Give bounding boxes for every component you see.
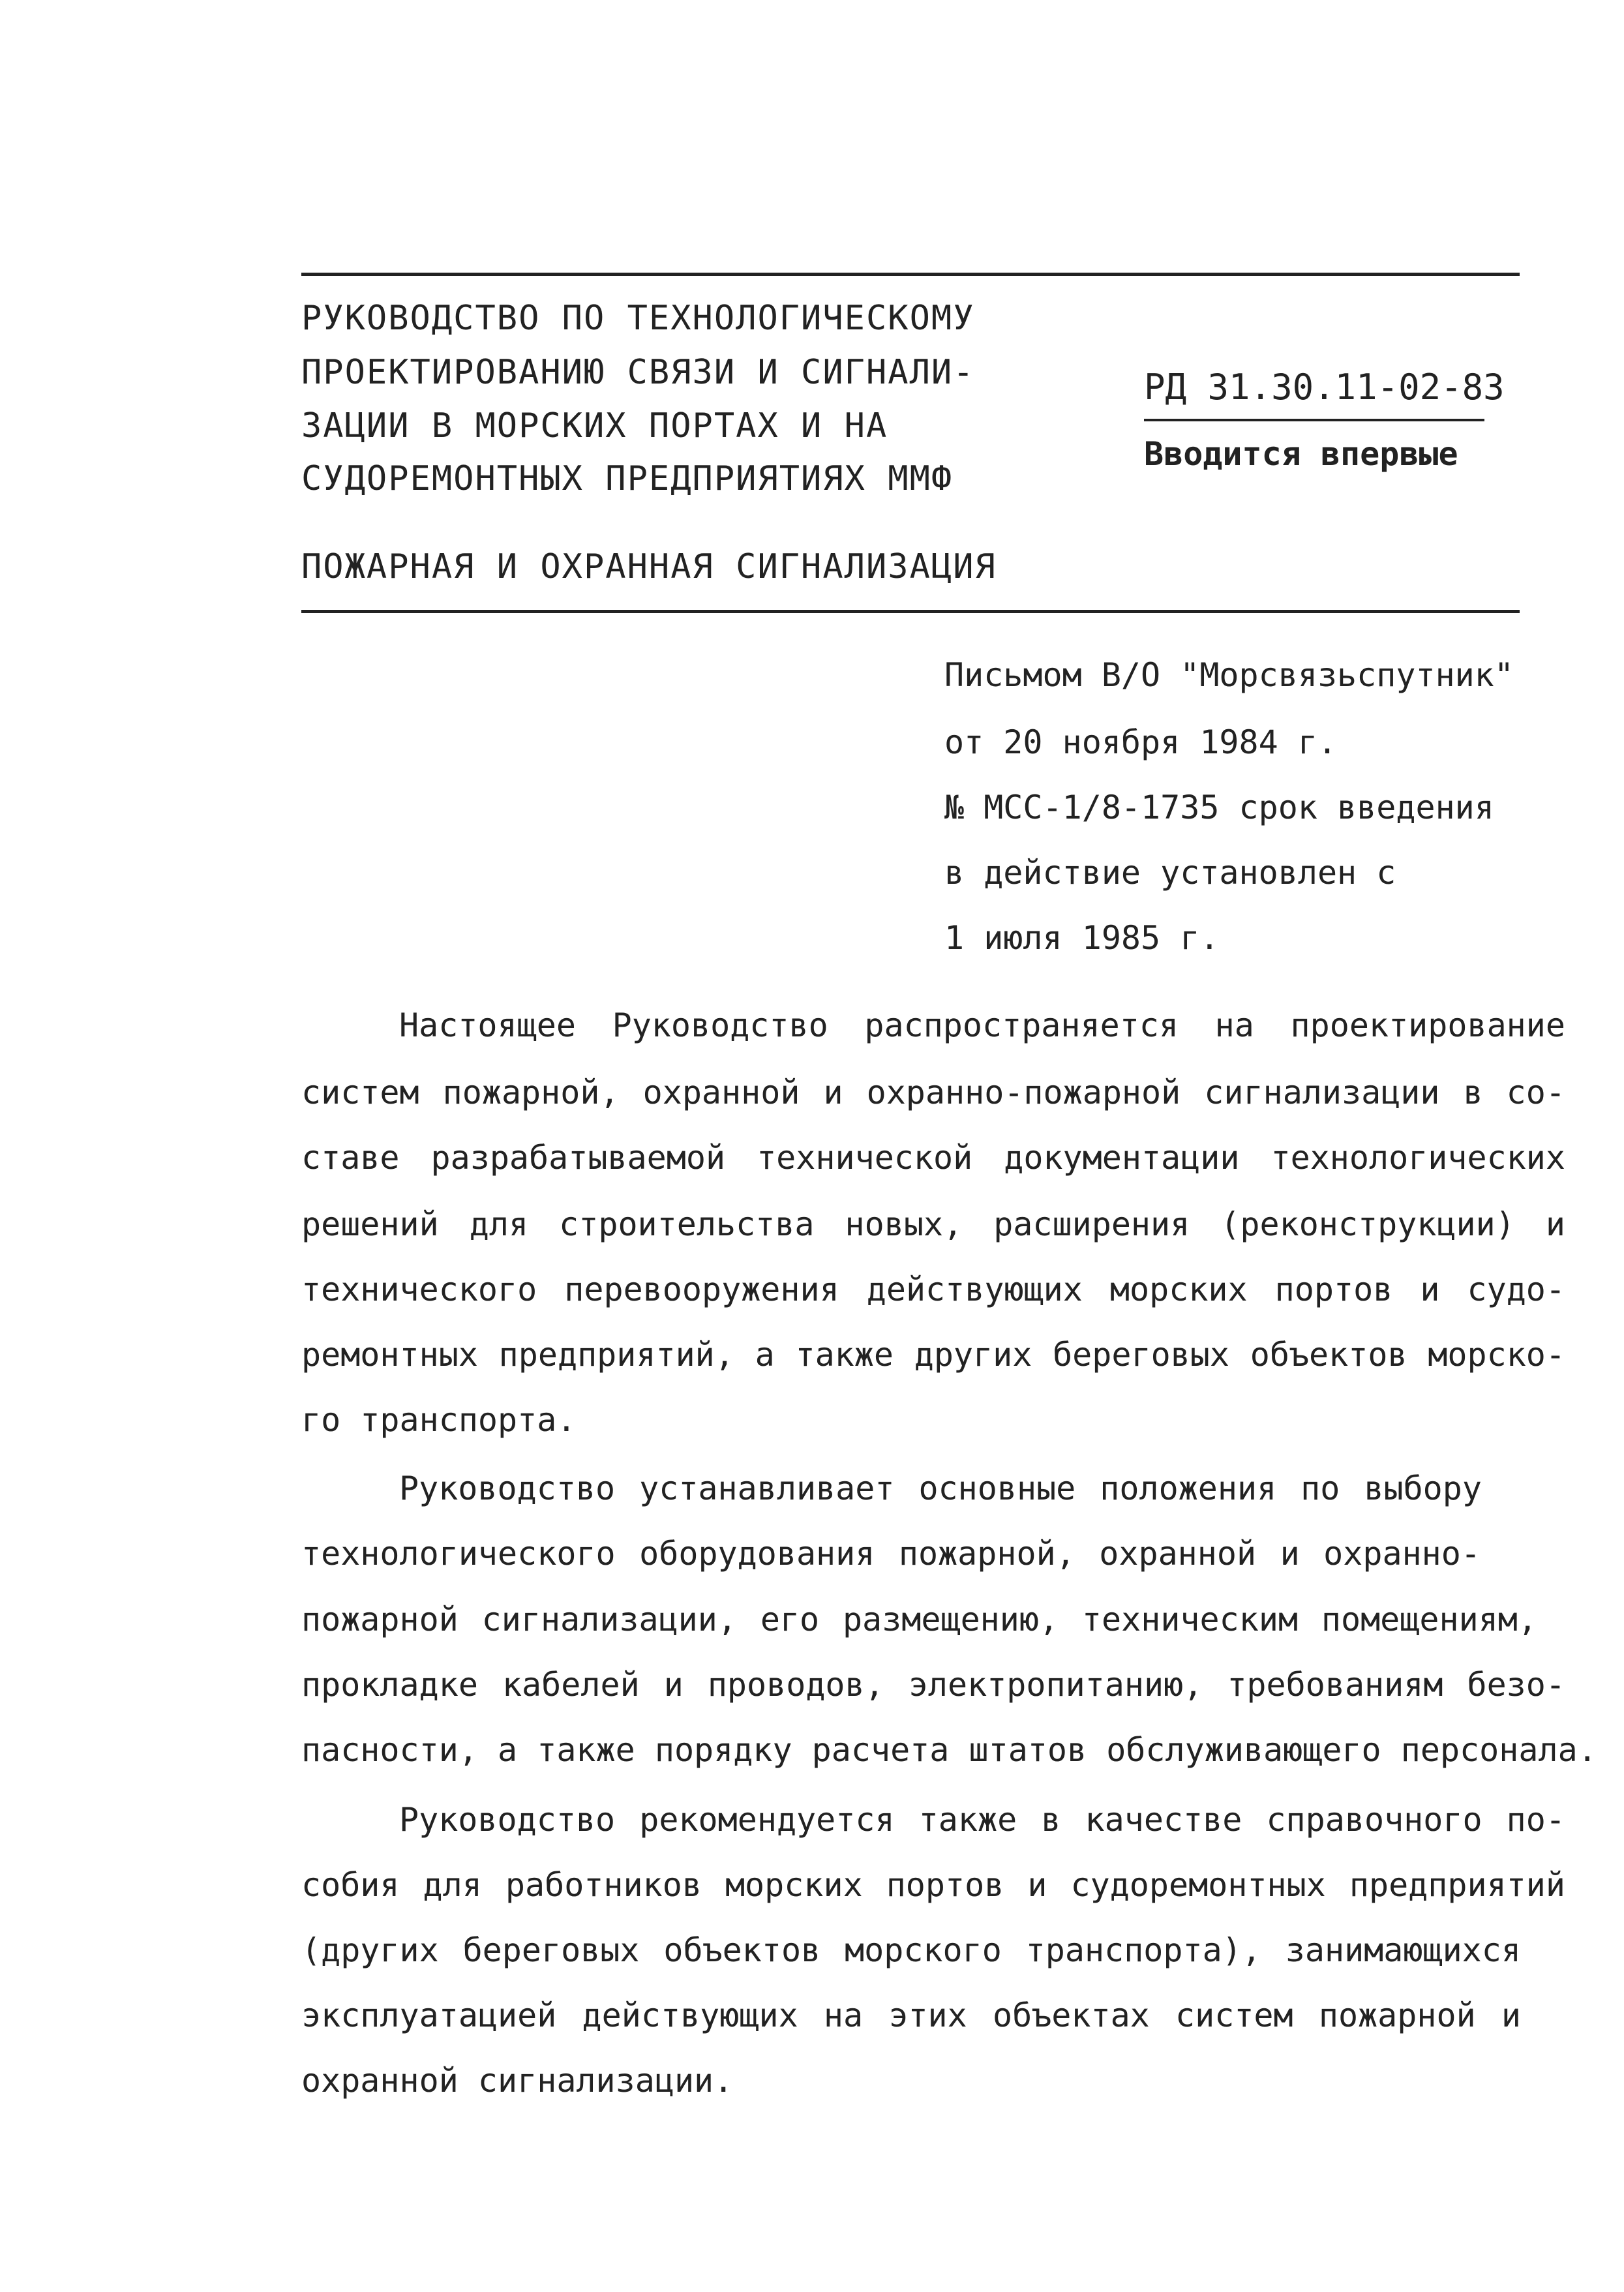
paragraph-3-line-3: (других береговых объектов морского транспорта), занимающихся: [301, 1931, 1521, 1969]
paragraph-3-line-1: Руководство рекомендуется также в качестве справочного по-: [399, 1801, 1565, 1839]
paragraph-1-line-2: систем пожарной, охранной и охранно-пожарной сигнализации в со-: [301, 1074, 1565, 1111]
document-title-line-1: РУКОВОДСТВО ПО ТЕХНОЛОГИЧЕСКОМУ: [301, 299, 975, 338]
approval-line-5: 1 июля 1985 г.: [944, 919, 1220, 957]
paragraph-2-line-2: технологического оборудования пожарной, охранной и охранно-: [301, 1535, 1481, 1573]
document-code: РД 31.30.11-02-83: [1144, 367, 1505, 408]
paragraph-3-line-2: собия для работников морских портов и судоремонтных предприятий: [301, 1866, 1565, 1904]
top-rule: [301, 273, 1520, 276]
subtitle-rule: [301, 610, 1520, 613]
document-title-line-2: ПРОЕКТИРОВАНИЮ СВЯЗИ И СИГНАЛИ-: [301, 353, 975, 392]
paragraph-2-line-3: пожарной сигнализации, его размещению, техническим помещениям,: [301, 1601, 1537, 1638]
approval-line-1: Письмом В/О "Морсвязьспутник": [944, 656, 1514, 694]
approval-line-3: № МСС-1/8-1735 срок введения: [944, 789, 1494, 826]
paragraph-2-line-5: пасности, а также порядку расчета штатов обслуживающего персонала.: [301, 1731, 1597, 1769]
paragraph-1-line-4: решений для строительства новых, расширения (реконструкции) и: [301, 1205, 1565, 1243]
paragraph-1-line-6: ремонтных предприятий, а также других береговых объектов морско-: [301, 1336, 1565, 1374]
code-underline: [1144, 419, 1484, 421]
paragraph-1-line-3: ставе разрабатываемой технической документации технологических: [301, 1139, 1565, 1177]
document-subtitle: ПОЖАРНАЯ И ОХРАННАЯ СИГНАЛИЗАЦИЯ: [301, 547, 997, 586]
approval-line-2: от 20 ноября 1984 г.: [944, 723, 1338, 761]
paragraph-1-line-7: го транспорта.: [301, 1401, 577, 1439]
document-title-line-4: СУДОРЕМОНТНЫХ ПРЕДПРИЯТИЯХ ММФ: [301, 459, 954, 498]
document-title-line-3: ЗАЦИИ В МОРСКИХ ПОРТАХ И НА: [301, 406, 888, 445]
paragraph-3-line-5: охранной сигнализации.: [301, 2062, 734, 2100]
paragraph-2-line-1: Руководство устанавливает основные положения по выбору: [399, 1470, 1482, 1507]
paragraph-1-line-5: технического перевооружения действующих морских портов и судо-: [301, 1271, 1565, 1308]
paragraph-2-line-4: прокладке кабелей и проводов, электропитанию, требованиям безо-: [301, 1666, 1565, 1704]
intro-note: Вводится впервые: [1144, 435, 1458, 473]
approval-line-4: в действие установлен с: [944, 854, 1396, 892]
paragraph-3-line-4: эксплуатацией действующих на этих объектах систем пожарной и: [301, 1997, 1521, 2034]
paragraph-1-line-1: Настоящее Руководство распространяется на проектирование: [399, 1006, 1565, 1044]
